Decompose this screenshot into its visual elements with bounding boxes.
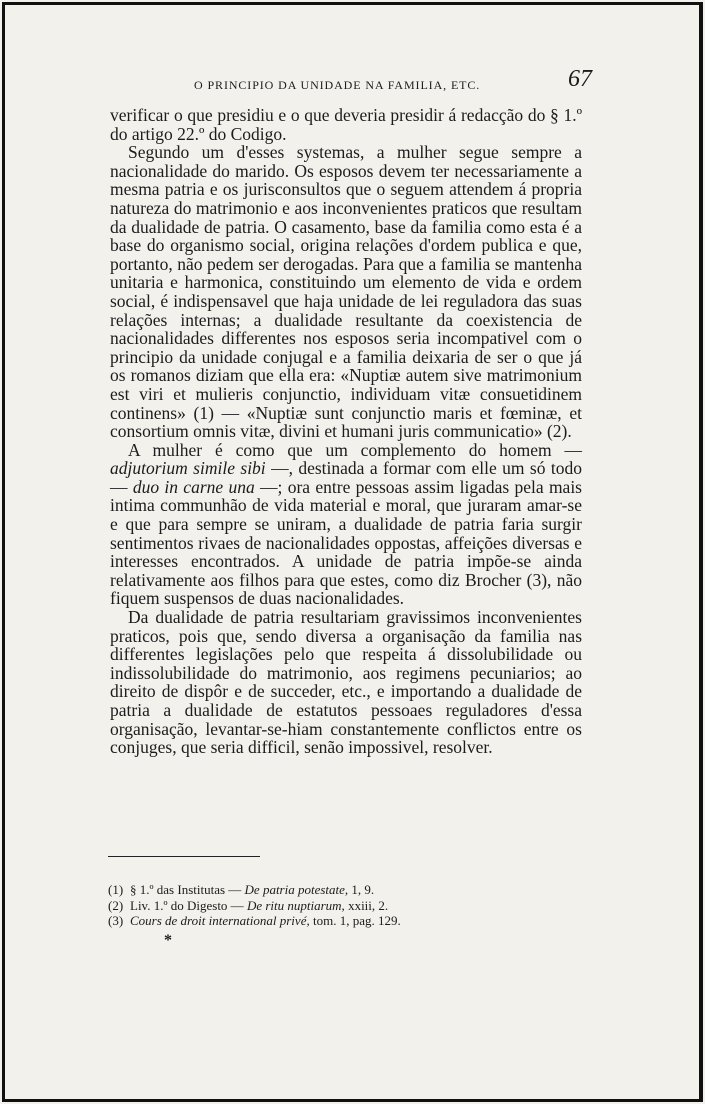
latin-quote: adjutorium simile sibi — [110, 458, 266, 479]
footnote-text: § 1.º das Institutas — — [130, 882, 245, 897]
running-title: O PRINCIPIO DA UNIDADE NA FAMILIA, ETC. — [194, 78, 481, 92]
footnote — [108, 913, 490, 929]
paragraph: Segundo um d'esses systemas, a mulher segue sempre a nacionalidade do marido. Os esposos devem ter necessariamente a mesma patria e os jurisconsultos que o seguem attendem á propria natureza do matrimonio e aos inconvenientes praticos que resultam da dualidade de patria. O casamento, base da familia como esta é a base do organismo social, origina relações d'ordem publica e que, portanto, não pedem ser derogadas. Para que a familia se mantenha unitaria e harmonica, constituindo um elemento de vida e ordem social, é indispensavel que haja unidade de lei reguladora das suas relações internas; a dualidade resultante da coexistencia de nacionalidades differentes nos esposos seria incompativel com o principio da unidade conjugal e a familia deixaria de ser o que já os romanos diziam que ella era: «Nuptiæ autem sive matrimonium est viri et mulieris conjunctio, individuam vitæ consuetidinem continens» (1) — «Nuptiæ sunt conjunctio maris et fœminæ, et consortium omnis vitæ, divini et humani juris communicatio» (2). — [110, 142, 582, 442]
text-run: —, destinada a formar com elle um só todo — — [110, 458, 583, 497]
footnote-rule — [108, 856, 260, 857]
paragraph: Da dualidade de patria resultariam gravissimos inconvenientes praticos, pois que, sendo diversa a organisação da familia nas differentes legislações pelo que respeita á dissolubilidade ou indissolubilidade do matrimonio, aos regimens pecuniarios; ao direito de dispôr e de succeder, etc., e importando a dualidade de patria a dualidade de estatutos pessoaes reguladores d'essa organisação, levantar-se-hiam constantemente conflictos entre os conjuges, que seria difficil, senão impossivel, resolver. — [110, 607, 582, 758]
footnote-title: De ritu nuptiarum, — [246, 897, 345, 913]
footnote-tail: xxiii, 2. — [344, 897, 389, 913]
page-number: 67 — [568, 66, 592, 92]
ornament-asterisk: * — [164, 932, 172, 949]
footnote-mark: (1) — [108, 882, 124, 897]
page-header — [110, 66, 592, 96]
footnote-tail: 1, 9. — [348, 882, 375, 897]
text-run: A mulher é como que um complemento do homem — — [128, 439, 582, 460]
paragraph: verificar o que presidiu e o que deveria presidir á redacção do § 1.º do artigo 22.º do Codigo. — [110, 105, 582, 144]
footnote-mark: (3) — [108, 913, 124, 928]
footnote-mark: (2) — [108, 897, 124, 913]
footnote — [108, 897, 490, 914]
footnote-title: Cours de droit international privé, — [130, 913, 310, 928]
footnote-tail: tom. 1, pag. 129. — [309, 913, 401, 928]
footnotes — [108, 882, 490, 929]
footnote — [108, 882, 490, 898]
footnote-title: De patria potestate, — [244, 882, 349, 897]
paragraph — [110, 441, 582, 608]
body-text — [110, 106, 582, 757]
text-run: —; ora entre pessoas assim ligadas pela mais intima communhão de vida material e moral, que juraram amar-se e que para sempre se uniram, a dualidade de patria faria surgir sentimentos rivaes de nacionalidades oppostas, affeições diversas e interesses encontrados. A unidade de patria impõe-se ainda relativamente aos filhos para que estes, como diz Brocher (3), não fiquem suspensos de duas nacionalidades. — [110, 476, 582, 609]
latin-quote: duo in carne una — [132, 476, 255, 497]
footnote-text: Liv. 1.º do Digesto — — [130, 897, 247, 913]
